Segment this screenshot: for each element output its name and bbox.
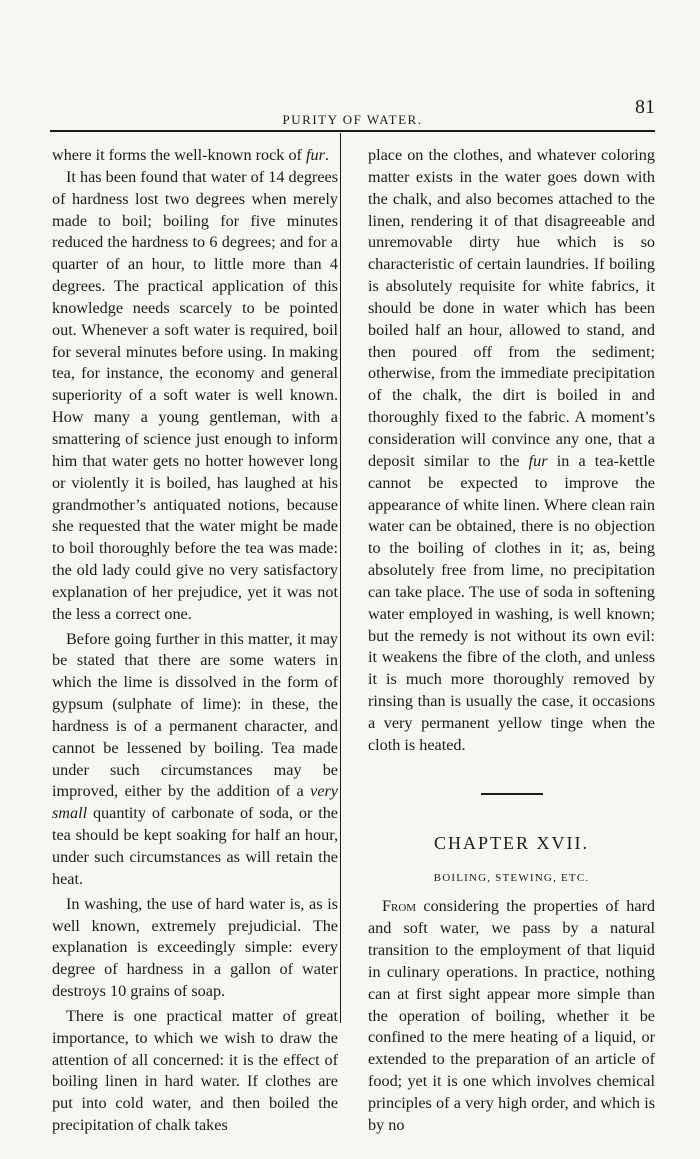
italic-text: fur xyxy=(305,146,325,164)
italic-text: very small xyxy=(52,782,338,823)
paragraph: where it forms the well-known rock of fur. xyxy=(52,146,329,164)
chapter-heading: CHAPTER XVII. xyxy=(434,832,589,853)
section-divider xyxy=(481,793,543,795)
chapter-subtitle: BOILING, STEWING, ETC. xyxy=(433,872,590,885)
page-number: 81 xyxy=(635,96,655,118)
paragraph-body: considering the properties of hard and soft water, we pass by a natural transition to the employment of that liquid in culinary operations. In practice, nothing can at first sight appear more simple than the operation of boiling, whether it be confined to the mere heating of a liquid, or extended to the preparation of an article of food; yet it is one which involves chemical principles of a very high order, and which is by no xyxy=(368,897,655,1134)
running-title: PURITY OF WATER. xyxy=(282,112,423,127)
header-rule xyxy=(50,130,655,132)
paragraph: There is one practical matter of great importance, to which we wish to draw the attention of all concerned: it is the effect of boiling linen in hard water. If clothes are put into cold water, and then boiled the precipitation of chalk takes xyxy=(52,1006,338,1135)
chapter-opening-paragraph xyxy=(368,896,655,1136)
right-column xyxy=(368,145,655,1137)
italic-text: fur xyxy=(528,451,548,470)
column-divider xyxy=(340,133,341,1023)
paragraph: In washing, the use of hard water is, as is well known, extremely prejudicial. The explanation is exceedingly simple: every degree of hardness in a gallon of water destroys 10 grains of soap. xyxy=(52,894,338,1001)
paragraph: It has been found that water of 14 degrees of hardness lost two degrees when merely made to boil; boiling for five minutes reduced the hardness to 6 degrees; and for a quarter of an hour, to little more than 4 degrees. The practical application of this knowledge needs scarcely to be pointed out. Whenever a soft water is required, boil for several minutes before using. In making tea, for instance, the economy and general superiority of a soft water is well known. How many a young gentleman, with a smattering of science just enough to inform him that water gets no hotter however long or violently it is boiled, has laughed at his grandmother’s antiquated notions, because she requested that the water might be made to boil thoroughly before the tea was made: the old lady could give no very satisfactory explanation of her prejudice, yet it was not the less a correct one. xyxy=(52,167,338,623)
left-column xyxy=(52,145,338,1137)
lead-word: From xyxy=(382,897,417,916)
running-head xyxy=(50,96,655,130)
paragraph: place on the clothes, and whatever coloring matter exists in the water goes down with the chalk, and also becomes attached to the linen, rendering it of that disagreeable and unremovable dirty hue which is so characteristic of certain laundries. If boiling is absolutely requisite for white fabrics, it should be done in water which has been boiled half an hour, allowed to stand, and then poured off from the sediment; otherwise, from the immediate precipitation of the chalk, the dirt is boiled in and thoroughly fixed to the fabric. A moment’s consideration will convince any one, that a deposit similar to the fur in a tea-kettle cannot be expected to improve the appearance of white linen. Where clean rain water can be obtained, there is no objection to the boiling of clothes in it; as, being absolutely free from lime, no precipitation can take place. The use of soda in softening water employed in washing, is well known; but the remedy is not without its own evil: it weakens the fibre of the cloth, and unless it is much more thoroughly removed by rinsing than is usually the case, it occasions a very permanent yellow tinge when the cloth is heated. xyxy=(368,146,655,754)
paragraph: Before going further in this matter, it may be stated that there are some waters in which the lime is dissolved in the form of gypsum (sulphate of lime): in these, the hardness is of a permanent character, and cannot be lessened by boiling. Tea made under such circumstances may be improved, either by the addition of a very small quantity of carbonate of soda, or the tea should be kept soaking for half an hour, under such circumstances as will retain the heat. xyxy=(52,629,338,888)
